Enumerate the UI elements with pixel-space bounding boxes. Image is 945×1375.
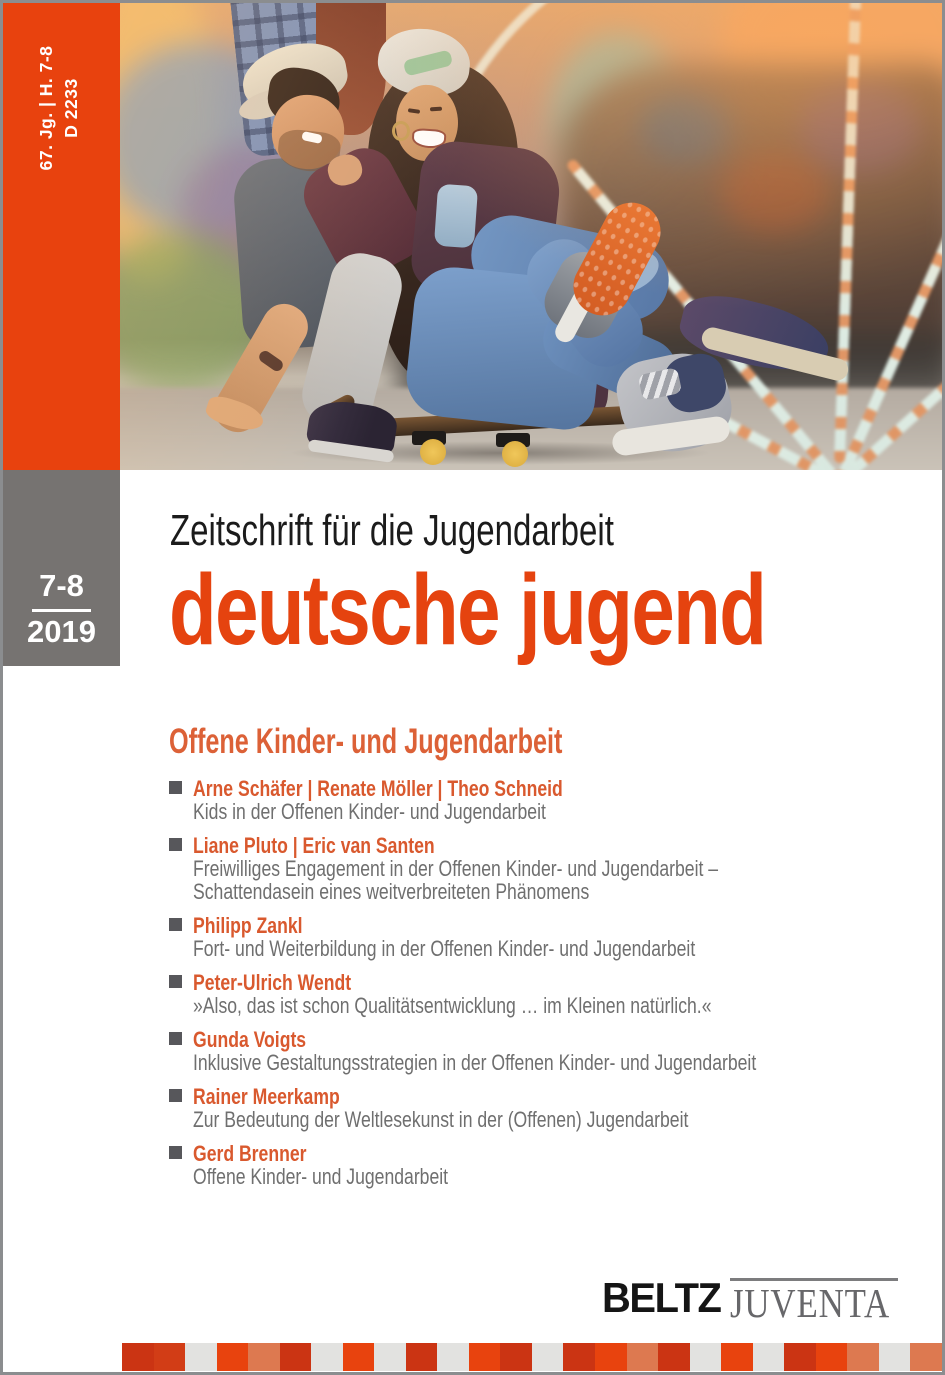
- stripe-segment: [784, 1343, 816, 1371]
- woman-tshirt: [434, 184, 478, 249]
- issue-box: [3, 470, 120, 666]
- woman-earring: [392, 121, 410, 141]
- stripe-segment: [532, 1343, 564, 1371]
- entry-authors: [193, 914, 889, 937]
- toc-list: [169, 777, 889, 1199]
- publisher-beltz-logo: BELTZ: [602, 1274, 721, 1321]
- stripe-segment: [847, 1343, 879, 1371]
- toc-entry: [169, 834, 889, 903]
- cover-photo: [120, 3, 942, 470]
- woman-eye: [430, 107, 442, 112]
- entry-title-text: Fort- und Weiterbildung in der Offenen Kinder- und Jugendarbeit: [193, 936, 696, 961]
- entry-authors: [193, 1142, 889, 1165]
- stripe-segment: [122, 1343, 154, 1371]
- toc-entry: [169, 1028, 889, 1074]
- issue-number: 7-8: [39, 568, 84, 603]
- entry-title-line: [193, 1051, 889, 1074]
- stripe-segment: [311, 1343, 343, 1371]
- spine-issue-text: [34, 33, 86, 183]
- stripe-segment: [217, 1343, 249, 1371]
- stripe-segment: [154, 1343, 186, 1371]
- stripe-segment: [627, 1343, 659, 1371]
- stripe-segment: [721, 1343, 753, 1371]
- entry-authors: [193, 834, 889, 857]
- entry-title-line: [193, 1108, 889, 1131]
- entry-authors-text: Gunda Voigts: [193, 1027, 307, 1052]
- skateboard-wheel: [502, 441, 528, 467]
- stripe-segment: [500, 1343, 532, 1371]
- bullet-square-icon: [169, 1146, 182, 1159]
- toc-entry: [169, 914, 889, 960]
- stripe-segment: [879, 1343, 911, 1371]
- entry-authors-text: Rainer Meerkamp: [193, 1084, 340, 1109]
- entry-authors-text: Peter-Ulrich Wendt: [193, 970, 352, 995]
- entry-title-text: Offene Kinder- und Jugendarbeit: [193, 1164, 449, 1189]
- stripe-segment: [343, 1343, 375, 1371]
- spine-issue-line: 67. Jg. | H. 7-8: [36, 45, 56, 171]
- entry-authors: [193, 1028, 889, 1051]
- entry-title-text: Inklusive Gestaltungsstrategien in der Offenen Kinder- und Jugendarbeit: [193, 1050, 757, 1075]
- stripe-segment: [437, 1343, 469, 1371]
- toc-heading: Offene Kinder- und Jugendarbeit: [169, 722, 563, 761]
- entry-title-text: Kids in der Offenen Kinder- und Jugendarbeit: [193, 799, 546, 824]
- publisher-juventa-text: JUVENTA: [730, 1280, 890, 1326]
- stripe-segment: [248, 1343, 280, 1371]
- spine-bar: [3, 3, 120, 470]
- entry-title-line: [193, 880, 889, 903]
- entry-title-text: Freiwilliges Engagement in der Offenen Kinder- und Jugendarbeit –: [193, 856, 719, 881]
- bullet-square-icon: [169, 1089, 182, 1102]
- entry-title-text: »Also, das ist schon Qualitätsentwicklung … im Kleinen natürlich.«: [193, 993, 712, 1018]
- entry-title-text: Schattendasein eines weitverbreiteten Phänomens: [193, 879, 590, 904]
- bullet-square-icon: [169, 1032, 182, 1045]
- bullet-square-icon: [169, 838, 182, 851]
- bullet-square-icon: [169, 781, 182, 794]
- spine-postal-code: D 2233: [61, 78, 81, 138]
- stripe-segment: [374, 1343, 406, 1371]
- toc-entry: [169, 971, 889, 1017]
- entry-title-text: Zur Bedeutung der Weltlesekunst in der (Offenen) Jugendarbeit: [193, 1107, 689, 1132]
- entry-authors: [193, 971, 889, 994]
- entry-authors-text: Liane Pluto | Eric van Santen: [193, 833, 435, 858]
- skateboard-wheel: [420, 439, 446, 465]
- entry-authors: [193, 1085, 889, 1108]
- stripe-segment: [280, 1343, 312, 1371]
- magazine-title: deutsche jugend: [169, 554, 766, 666]
- stripe-segment: [469, 1343, 501, 1371]
- stripe-segment: [185, 1343, 217, 1371]
- toc-entry: [169, 1142, 889, 1188]
- toc-entry: [169, 1085, 889, 1131]
- issue-divider-line: [32, 609, 91, 612]
- bullet-square-icon: [169, 918, 182, 931]
- toc-entry: [169, 777, 889, 823]
- bullet-square-icon: [169, 975, 182, 988]
- stripe-segment: [690, 1343, 722, 1371]
- footer-stripe: [122, 1343, 942, 1371]
- entry-title-line: [193, 857, 889, 880]
- entry-authors: [193, 777, 889, 800]
- stripe-segment: [816, 1343, 848, 1371]
- publisher-juventa-logo: [730, 1278, 898, 1324]
- entry-authors-text: Arne Schäfer | Renate Möller | Theo Schneid: [193, 776, 563, 801]
- magazine-subtitle: Zeitschrift für die Jugendarbeit: [170, 506, 614, 555]
- stripe-segment: [595, 1343, 627, 1371]
- entry-title-line: [193, 800, 889, 823]
- stripe-segment: [753, 1343, 785, 1371]
- stripe-segment: [406, 1343, 438, 1371]
- entry-title-line: [193, 937, 889, 960]
- entry-authors-text: Philipp Zankl: [193, 913, 303, 938]
- stripe-segment: [658, 1343, 690, 1371]
- entry-title-line: [193, 994, 889, 1017]
- entry-authors-text: Gerd Brenner: [193, 1141, 307, 1166]
- entry-title-line: [193, 1165, 889, 1188]
- issue-year: 2019: [27, 614, 96, 649]
- stripe-segment: [910, 1343, 942, 1371]
- stripe-segment: [563, 1343, 595, 1371]
